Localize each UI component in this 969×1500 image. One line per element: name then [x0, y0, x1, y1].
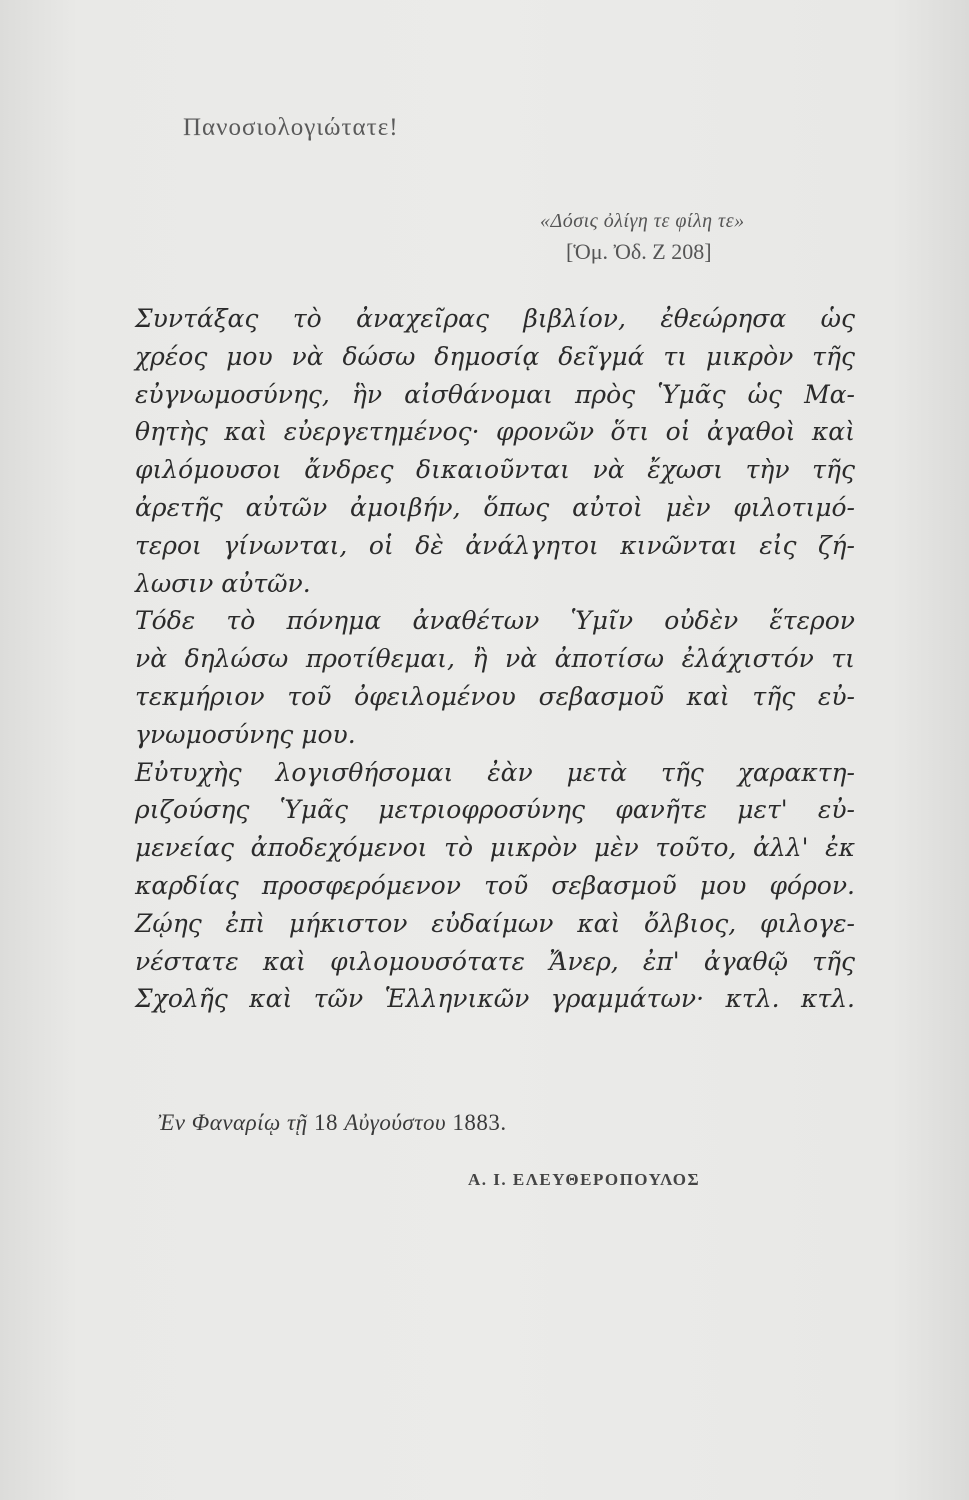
text-line: νὰ δηλώσω προτίθεμαι, ἢ νὰ ἀποτίσω ἐλάχιστόν τι — [135, 644, 855, 674]
text-line: Τόδε τὸ πόνημα ἀναθέτων Ὑμῖν οὐδὲν ἕτερον — [135, 606, 855, 636]
dateline-place: Φαναρίῳ — [191, 1110, 281, 1135]
dateline-prefix: Ἐν — [158, 1110, 186, 1135]
text-line: τεκμήριον τοῦ ὀφειλομένου σεβασμοῦ καὶ τῆς εὐ- — [135, 681, 855, 711]
text-line: νέστατε καὶ φιλομουσότατε Ἄνερ, ἐπ' ἀγαθῷ τῆς — [135, 946, 855, 976]
text-line: θητὴς καὶ εὐεργετημένος· φρονῶν ὅτι οἱ ἀγαθοὶ καὶ — [135, 417, 855, 447]
text-line: Συντάξας τὸ ἀναχεῖρας βιβλίον, ἐθεώρησα ὡς — [135, 304, 855, 333]
epigraph-reference: [Ὁμ. Ὀδ. Ζ 208] — [566, 239, 712, 264]
dedication-body — [135, 300, 855, 1018]
text-line: εὐγνωμοσύνης, ἣν αἰσθάνομαι πρὸς Ὑμᾶς ὡς Μα- — [135, 379, 855, 409]
text-line: Σχολῆς καὶ τῶν Ἑλληνικῶν γραμμάτων· κτλ. κτλ. — [135, 984, 855, 1014]
text-line: ἀρετῆς αὐτῶν ἀμοιβήν, ὅπως αὐτοὶ μὲν φιλοτιμό- — [135, 492, 855, 522]
text-line: γνωμοσύνης μου. — [135, 719, 356, 749]
dateline-day: 18 — [313, 1110, 338, 1135]
text-line: Ζῴης ἐπὶ μήκιστον εὐδαίμων καὶ ὄλβιος, φιλογε- — [135, 908, 855, 938]
text-line: λωσιν αὐτῶν. — [135, 568, 311, 598]
dedication-heading: Πανοσιολογιώτατε! — [183, 114, 399, 141]
dateline — [158, 1110, 507, 1136]
dateline-year: 1883. — [452, 1110, 507, 1135]
epigraph — [540, 210, 840, 265]
text-line: μενείας ἀποδεχόμενοι τὸ μικρὸν μὲν τοῦτο, ἀλλ' ἐκ — [135, 833, 855, 863]
text-line: Εὐτυχὴς λογισθήσομαι ἐὰν μετὰ τῆς χαρακτη- — [135, 757, 855, 787]
text-line: χρέος μου νὰ δώσω δημοσίᾳ δεῖγμά τι μικρὸν τῆς — [135, 341, 855, 371]
text-line: φιλόμουσοι ἄνδρες δικαιοῦνται νὰ ἔχωσι τὴν τῆς — [135, 455, 855, 485]
epigraph-quote: «Δόσις ὀλίγη τε φίλη τε» — [540, 210, 745, 232]
author-signature: Α. Ι. ΕΛΕΥΘΕΡΟΠΟΥΛΟΣ — [468, 1170, 701, 1189]
text-line: ριζούσης Ὑμᾶς μετριοφροσύνης φανῆτε μετ' εὐ- — [135, 795, 855, 825]
dateline-article: τῇ — [287, 1110, 308, 1135]
text-line: τεροι γίνωνται, οἱ δὲ ἀνάλγητοι κινῶνται εἰς ζή- — [135, 530, 855, 560]
dateline-month: Αὐγούστου — [344, 1110, 447, 1135]
text-line: καρδίας προσφερόμενον τοῦ σεβασμοῦ μου φόρον. — [135, 870, 855, 900]
